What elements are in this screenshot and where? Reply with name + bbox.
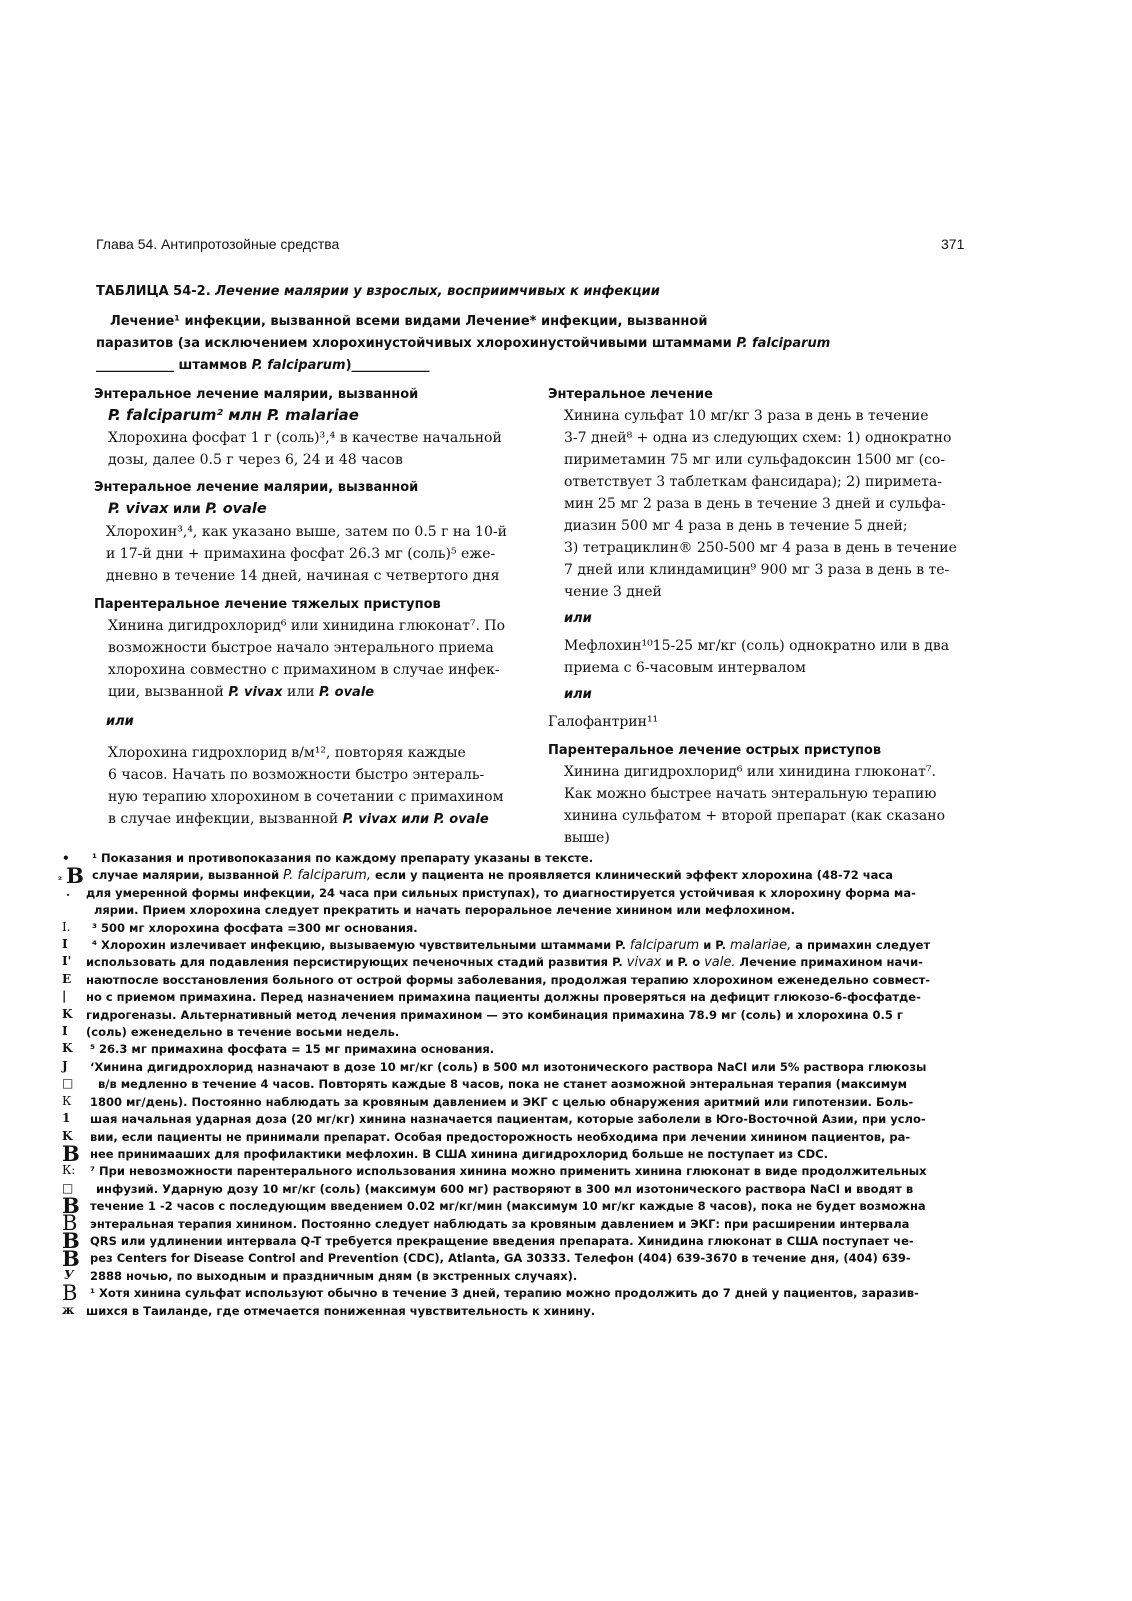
gutter-mark: В: [62, 1211, 78, 1235]
species-ovale: vale.: [704, 955, 736, 971]
footnote-line: наютпосле восстановления больного от острой формы заболевания, продолжая терапию хлорохином еженедельно совмест-: [86, 972, 931, 987]
text-run: и P.: [699, 938, 730, 953]
col-header-line2-species: P. falciparum: [736, 336, 831, 351]
species-vivax: P. vivax: [108, 501, 169, 517]
footnote-line: нее принимааших для профилактики мефлохин. В США хинина дигидрохлорид больше не поступает из CDC.: [90, 1146, 828, 1161]
col-header-line1: Лечение¹ инфекции, вызванной всеми видами Лечение* инфекции, вызванной: [110, 314, 708, 329]
gutter-mark: 1: [62, 1111, 71, 1125]
right-line: диазин 500 мг 4 раза в день в течение 5 дней;: [564, 518, 908, 534]
gutter-mark: I': [62, 954, 72, 968]
col-header-line2-text: паразитов (за исключением хлорохинустойчивых хлорохинустойчивыми штаммами: [96, 336, 737, 351]
gutter-mark: К:: [62, 1163, 76, 1177]
left-s2-line: и 17-й дни + примахина фосфат 26.3 мг (соль)⁵ еже-: [106, 546, 496, 562]
col-header-line3-text: ____________ штаммов: [96, 358, 252, 373]
table-caption: [96, 284, 660, 299]
footnote-line: 2888 ночью, по выходным и праздничным дням (в экстренных случаях).: [90, 1268, 578, 1283]
gutter-mark: |: [62, 989, 67, 1003]
left-s3-line: возможности быстрое начало энтерального приема: [108, 640, 494, 656]
page-number: 371: [941, 236, 965, 252]
right-line: 7 дней или клиндамицин⁹ 900 мг 3 раза в день в те-: [564, 562, 950, 578]
left-s1-title: Энтеральное лечение малярии, вызванной: [94, 387, 419, 402]
footnote-line: ⁵ 26.3 мг примахина фосфата = 15 мг примахина основания.: [90, 1042, 495, 1057]
gutter-mark: J: [62, 1059, 68, 1073]
chapter-title: Глава 54. Антипротозойные средства: [96, 236, 340, 252]
species-vivax-ovale: P. vivax или P. ovale: [342, 812, 489, 827]
left-s3-text: [94, 615, 534, 704]
left-s1-line: Хлорохина фосфат 1 г (соль)³,⁴ в качестве начальной: [108, 430, 502, 446]
gutter-mark: В: [66, 863, 84, 888]
right-or-1: или: [564, 611, 592, 626]
col-header-line2: [96, 336, 830, 351]
footnote-line: ³ 500 мг хлорохина фосфата =300 мг основания.: [92, 920, 418, 935]
text-run: или: [282, 684, 319, 700]
right-mefloquine: [548, 635, 988, 679]
text-run: использовать для подавления персистирующих печеночных стадий развития P.: [86, 955, 627, 970]
col-header-line3: [96, 358, 430, 373]
text-run: случае малярии, вызванной: [92, 868, 284, 883]
footnote-line: рез Centers for Disease Control and Prevention (CDC), Atlanta, GA 30333. Телефон (404) 639-3670 в течение дня, (404) 639-: [90, 1251, 911, 1266]
species-malariae: malariae,: [730, 938, 792, 954]
left-s4-line: ную терапию хлорохином в сочетании с примахином: [108, 789, 504, 805]
text-run: и P. о: [661, 955, 705, 970]
footnote-line: ⁷ При невозможности парентерального использования хинина можно применить хинина глюконат в виде продолжительных: [90, 1164, 927, 1179]
right-s2-text: [548, 761, 988, 849]
gutter-mark: В: [62, 1228, 80, 1253]
text-run: ⁴ Хлорохин излечивает инфекцию, вызываемую чувствительными штаммами P.: [92, 938, 630, 953]
left-s1-text: [94, 427, 534, 471]
footnote-line: QRS или удлинении интервала Q-T требуется прекращение введения препарата. Хинидина глюконат в США поступает че-: [90, 1233, 914, 1248]
right-line: хинина сульфатом + второй препарат (как сказано: [564, 808, 946, 824]
footnote-line: 1800 мг/день). Постоянно наблюдать за кровяным давлением и ЭКГ с целью обнаружения аритмий или гипотензии. Боль-: [90, 1094, 914, 1109]
footnote-line: [86, 867, 930, 884]
left-s4-line: [108, 808, 534, 831]
or-word: или: [168, 502, 206, 517]
gutter-mark: .: [66, 885, 71, 899]
text-run: а примахин следует: [791, 938, 931, 953]
gutter-mark: □: [62, 1181, 74, 1195]
gutter-mark: ²: [58, 876, 62, 886]
footnote-line: для умеренной формы инфекции, 24 часа при сильных приступах), то диагностируется устойчивая к хлорохину форма ма-: [86, 885, 916, 900]
gutter-mark: K: [62, 1041, 73, 1055]
right-line: ответствует 3 таблеткам фансидара); 2) пиримета-: [564, 474, 942, 490]
species-falciparum: P. falciparum,: [283, 868, 371, 884]
gutter-mark: I: [62, 937, 68, 951]
left-s2-text: [94, 521, 534, 587]
left-s3-title: Парентеральное лечение тяжелых приступов: [94, 597, 441, 612]
left-s3-line: хлорохина совместно с примахином в случае инфек-: [108, 662, 500, 678]
species-ovale: P. ovale: [205, 501, 267, 517]
footnote-line: ¹ Показания и противопоказания по каждому препарату указаны в тексте.: [92, 851, 594, 865]
gutter-mark: □: [62, 1076, 74, 1090]
right-line: Хинина сульфат 10 мг/кг 3 раза в день в течение: [564, 408, 929, 424]
gutter-mark: ж: [62, 1303, 75, 1317]
gutter-mark: В: [62, 1246, 80, 1271]
right-line: Мефлохин¹⁰15-25 мг/кг (соль) однократно или в два: [564, 638, 950, 654]
left-s2-line: дневно в течение 14 дней, начиная с четвертого дня: [106, 568, 500, 584]
left-s3-line: Хинина дигидрохлорид⁶ или хинидина глюконат⁷. По: [108, 618, 506, 634]
left-s1-sub: P. falciparum² млн P. malariae: [108, 406, 359, 424]
right-s1-title: Энтеральное лечение: [548, 387, 713, 402]
footnote-line: ¹ Хотя хинина сульфат используют обычно в течение 3 дней, терапию можно продолжить до 7 дней у пациентов, заразив-: [90, 1286, 919, 1301]
left-s4-text: [94, 742, 534, 831]
footnote-line: но с приемом примахина. Перед назначением примахина пациенты должны проверяться на дефицит глюкозо-6-фосфатде-: [86, 990, 921, 1005]
gutter-mark: K: [62, 1129, 73, 1143]
footnote-line: вии, если пациенты не принимали препарат. Особая предосторожность необходима при лечении хинином пациентов, ра-: [90, 1129, 911, 1144]
footnotes: [86, 850, 930, 1320]
footnote-line: инфузий. Ударную дозу 10 мг/кг (соль) (максимум 600 мг) растворяют в 300 мл изотонического раствора NaCI и вводят в: [96, 1181, 914, 1196]
footnote-line: шихся в Таиланде, где отмечается пониженная чувствительность к хинину.: [86, 1303, 596, 1318]
species-vivax: P. vivax: [228, 685, 283, 700]
gutter-mark: K: [62, 1007, 73, 1021]
left-s2-line: Хлорохин³,⁴, как указано выше, затем по 0.5 г на 10-й: [106, 524, 507, 540]
footnote-line: лярии. Прием хлорохина следует прекратить и начать пероральное лечение хинином или мефлохином.: [94, 903, 796, 918]
species-vivax: vivax: [626, 955, 662, 971]
right-line: мин 25 мг 2 раза в день в течение 3 дней и сульфа-: [564, 496, 946, 512]
left-s4-line: Хлорохина гидрохлорид в/м¹², повторяя каждые: [108, 745, 466, 761]
right-s2-title: Парентеральное лечение острых приступов: [548, 743, 882, 758]
text-run: если у пациента не проявляется клинический эффект хлорохина (48-72 часа: [370, 868, 893, 883]
col-header-line3-species: P. falciparum: [251, 358, 346, 373]
footnote-line: энтеральная терапия хинином. Постоянно следует наблюдать за кровяным давлением и ЭКГ: при расширении интервала: [90, 1216, 910, 1231]
right-line: 3) тетрациклин® 250-500 мг 4 раза в день в течение: [564, 540, 957, 556]
gutter-mark: •: [62, 851, 70, 865]
right-line: чение 3 дней: [564, 584, 662, 600]
left-s2-title: Энтеральное лечение малярии, вызванной: [94, 480, 419, 495]
col-header-line3-end: )____________: [345, 358, 430, 373]
left-or: или: [106, 714, 134, 729]
footnote-line: гидрогеназы. Альтернативный метод лечения примахином — это комбинация примахина 78.9 мг (соль) и хлорохина 0.5 г: [86, 1007, 903, 1022]
gutter-mark: I.: [62, 920, 71, 934]
gutter-mark: [58, 863, 84, 890]
text-run: в случае инфекции, вызванной: [108, 811, 343, 827]
footnote-line: в/в медленно в течение 4 часов. Повторять каждые 8 часов, пока не станет аозможной энтеральная терапия (максимум: [98, 1077, 908, 1092]
right-halofantrine: Галофантрин¹¹: [548, 714, 659, 730]
species-ovale: P. ovale: [319, 685, 375, 700]
text-run: ции, вызванной: [108, 684, 229, 700]
gutter-mark: В: [62, 1141, 80, 1166]
left-s3-line: [108, 681, 534, 704]
text-run: Лечение примахином начи-: [735, 955, 923, 970]
footnote-line: течение 1 -2 часов с последующим введением 0.02 мг/кг/мин (максимум 10 мг/кг каждые 8 часов), пока не будет возможна: [90, 1199, 926, 1214]
left-s4-line: 6 часов. Начать по возможности быстро энтераль-: [108, 767, 485, 783]
footnote-line: [86, 954, 930, 971]
table-caption-title: Лечение малярии у взрослых, восприимчивых к инфекции: [215, 284, 660, 299]
footnote-line: шая начальная ударная доза (20 мг/кг) хинина назначается пациентам, которые заболели в Юго-Восточной Азии, при усло-: [90, 1112, 926, 1127]
right-column: [548, 385, 988, 849]
right-s1-text: [548, 405, 988, 603]
footnote-line: [86, 937, 930, 954]
footnote-line: ‘Хинина дигидрохлорид назначают в дозе 10 мг/кг (соль) в 500 мл изотонического раствора NaCI или 5% раствора глюкозы: [90, 1059, 927, 1074]
right-line: Хинина дигидрохлорид⁶ или хинидина глюконат⁷.: [564, 764, 936, 780]
right-or-2: или: [564, 687, 592, 702]
left-s1-line: дозы, далее 0.5 г через 6, 24 и 48 часов: [108, 452, 403, 468]
right-line: приема с 6-часовым интервалом: [564, 660, 806, 676]
footnote-line: (соль) еженедельно в течение восьми недель.: [86, 1025, 400, 1040]
gutter-mark: В: [62, 1281, 78, 1305]
gutter-mark: I: [62, 1024, 68, 1038]
gutter-mark: К: [62, 1094, 72, 1108]
table-caption-label: ТАБЛИЦА 54-2.: [96, 284, 211, 299]
species-falciparum: falciparum: [629, 938, 700, 954]
gutter-mark: В: [62, 1193, 80, 1218]
left-s2-sub: [94, 498, 534, 521]
right-line: пириметамин 75 мг или сульфадоксин 1500 мг (со-: [564, 452, 946, 468]
gutter-mark: E: [62, 972, 72, 986]
right-line: Как можно быстрее начать энтеральную терапию: [564, 786, 937, 802]
gutter-mark: У: [64, 1268, 74, 1282]
left-column: [94, 385, 534, 831]
right-line: 3-7 дней⁸ + одна из следующих схем: 1) однократно: [564, 430, 952, 446]
right-line: выше): [564, 830, 610, 846]
